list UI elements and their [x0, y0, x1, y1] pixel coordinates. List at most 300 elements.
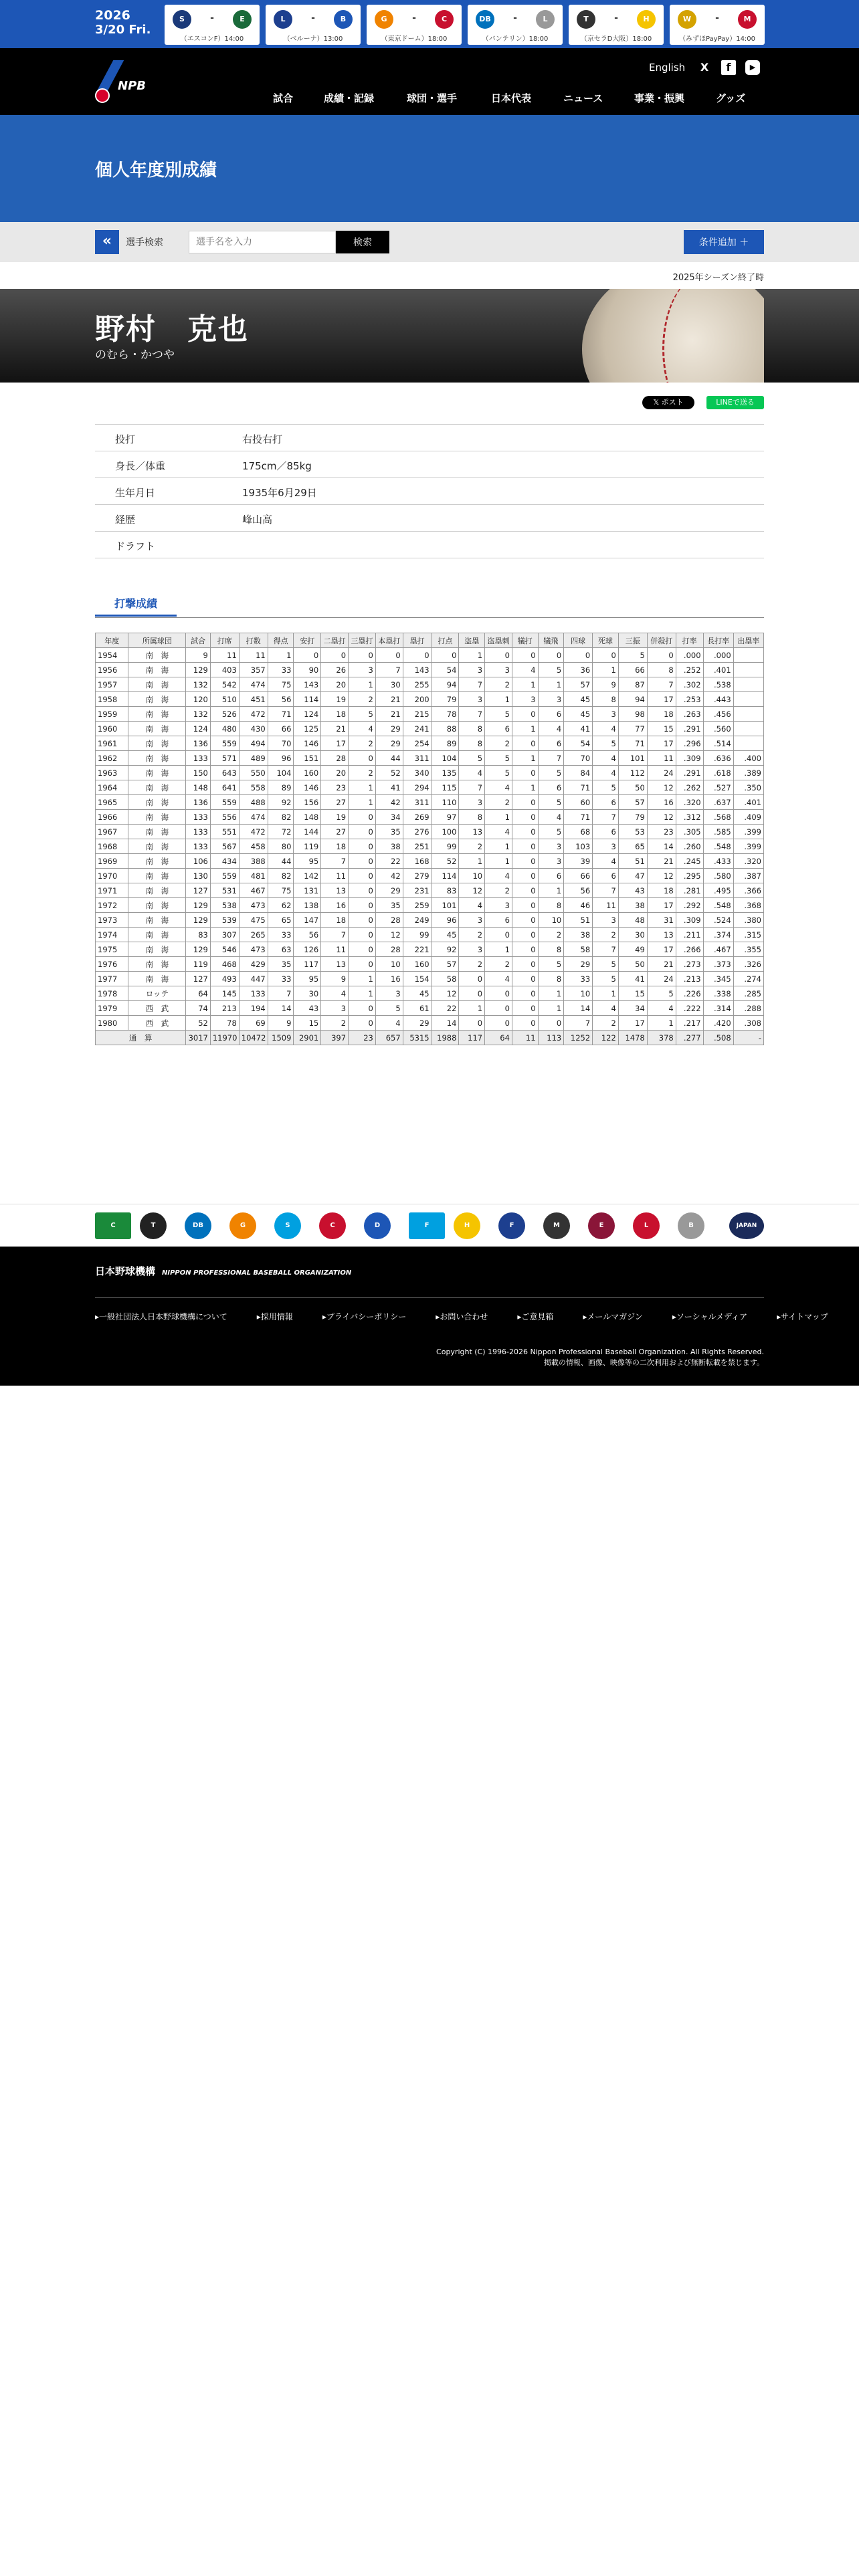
table-cell: 4 [485, 825, 512, 839]
table-cell: 7 [459, 780, 485, 795]
table-cell: 2 [485, 736, 512, 751]
table-cell: 0 [512, 869, 538, 883]
team-logo[interactable]: C [95, 1212, 131, 1239]
table-cell: 97 [432, 810, 459, 825]
table-cell: .309 [676, 913, 703, 928]
table-cell: 129 [186, 942, 211, 957]
profile-row [95, 478, 764, 505]
team-logo[interactable]: T [140, 1212, 167, 1239]
table-cell: 83 [186, 928, 211, 942]
table-cell: 2 [349, 692, 376, 707]
team-logo[interactable]: F [498, 1212, 525, 1239]
table-cell: 2 [349, 766, 376, 780]
column-header[interactable]: 併殺打 [647, 633, 676, 648]
table-cell: 542 [210, 677, 239, 692]
table-cell: 31 [647, 913, 676, 928]
table-cell: 1954 [96, 648, 128, 663]
table-cell: 0 [512, 766, 538, 780]
table-cell: 430 [239, 722, 268, 736]
table-cell: 0 [512, 707, 538, 722]
nav-item[interactable]: ニュース [563, 92, 603, 104]
table-cell: 6 [538, 869, 564, 883]
table-cell: 133 [186, 751, 211, 766]
table-cell: 34 [375, 810, 403, 825]
table-cell: 57 [432, 957, 459, 972]
table-cell [733, 648, 763, 663]
table-cell: .399 [733, 825, 763, 839]
table-cell: .314 [703, 1001, 733, 1016]
table-cell [733, 677, 763, 692]
table-cell: 通 算 [96, 1031, 186, 1045]
table-cell: 20 [321, 766, 349, 780]
profile-row [95, 425, 764, 451]
table-cell: 1971 [96, 883, 128, 898]
footer-link[interactable]: ▸ご意見箱 [517, 1312, 554, 1321]
tab-batting[interactable]: 打撃成績 [95, 594, 177, 617]
column-header[interactable]: 本塁打 [375, 633, 403, 648]
table-cell: 18 [321, 913, 349, 928]
table-cell: 0 [485, 648, 512, 663]
team-logo[interactable]: JAPAN [729, 1212, 764, 1239]
table-cell: 16 [647, 795, 676, 810]
table-cell: 17 [321, 736, 349, 751]
table-cell: .380 [733, 913, 763, 928]
table-cell: 8 [459, 722, 485, 736]
table-cell: 11 [647, 751, 676, 766]
footer-link[interactable]: ▸採用情報 [256, 1312, 293, 1321]
table-cell: 28 [321, 751, 349, 766]
table-cell: 39 [564, 854, 593, 869]
table-cell: 56 [564, 883, 593, 898]
game-card[interactable] [468, 5, 563, 45]
table-cell: 0 [349, 957, 376, 972]
table-cell: 79 [432, 692, 459, 707]
table-cell: .217 [676, 1016, 703, 1031]
nav-item[interactable]: グッズ [716, 92, 746, 104]
table-row [96, 648, 764, 663]
table-cell: 127 [186, 972, 211, 986]
table-cell: 2901 [294, 1031, 321, 1045]
column-header[interactable]: 二塁打 [321, 633, 349, 648]
table-cell: 58 [432, 972, 459, 986]
table-cell: 136 [186, 736, 211, 751]
table-cell: 6 [593, 825, 619, 839]
table-cell: 6 [538, 707, 564, 722]
footer-link[interactable]: ▸ソーシャルメディア [672, 1312, 748, 1321]
table-cell: 11970 [210, 1031, 239, 1045]
table-cell: 南 海 [128, 795, 186, 810]
table-cell: 南 海 [128, 913, 186, 928]
table-cell: 14 [432, 1016, 459, 1031]
table-cell: 551 [210, 825, 239, 839]
table-cell: 1978 [96, 986, 128, 1001]
table-cell: 259 [403, 898, 432, 913]
game-venue-time: （エスコンF）14:00 [180, 35, 244, 43]
table-cell: 7 [375, 663, 403, 677]
table-cell: 5 [538, 825, 564, 839]
table-cell: 7 [459, 707, 485, 722]
table-cell: 56 [294, 928, 321, 942]
nav-item[interactable]: 事業・振興 [634, 92, 685, 104]
table-cell: 7 [593, 810, 619, 825]
footer-link-label: 採用情報 [260, 1312, 293, 1321]
footer-link-label: 一般社団法人日本野球機構について [99, 1312, 227, 1321]
footer-link-label: メールマガジン [587, 1312, 643, 1321]
team-logo[interactable]: B [678, 1212, 704, 1239]
table-cell: 3 [459, 913, 485, 928]
table-cell: .585 [703, 825, 733, 839]
table-cell: 21 [647, 854, 676, 869]
table-cell: 17 [647, 692, 676, 707]
table-cell: 18 [321, 839, 349, 854]
team-logo[interactable]: L [633, 1212, 660, 1239]
footer-link[interactable]: ▸サイトマップ [777, 1312, 828, 1321]
table-cell: 4 [349, 722, 376, 736]
table-cell: 12 [647, 869, 676, 883]
table-cell: 30 [294, 986, 321, 1001]
table-cell: 28 [375, 913, 403, 928]
table-cell: 127 [186, 883, 211, 898]
team-logo[interactable]: G [229, 1212, 256, 1239]
column-header[interactable]: 安打 [294, 633, 321, 648]
footer-logo[interactable] [95, 1264, 351, 1278]
table-cell: 0 [349, 913, 376, 928]
table-cell: 571 [210, 751, 239, 766]
table-cell: 88 [432, 722, 459, 736]
table-cell: 567 [210, 839, 239, 854]
column-header[interactable]: 三塁打 [349, 633, 376, 648]
table-cell: 132 [186, 677, 211, 692]
table-cell: 30 [375, 677, 403, 692]
column-header[interactable]: 打率 [676, 633, 703, 648]
table-cell: 49 [618, 942, 647, 957]
team-logo[interactable]: H [454, 1212, 480, 1239]
column-header[interactable]: 長打率 [703, 633, 733, 648]
table-cell: 104 [432, 751, 459, 766]
table-cell: 5 [349, 707, 376, 722]
table-cell: 1 [349, 986, 376, 1001]
table-cell: 106 [186, 854, 211, 869]
today-date [95, 8, 151, 37]
nav-item[interactable]: 成績・記録 [324, 92, 375, 104]
table-cell: .373 [703, 957, 733, 972]
table-cell: 194 [239, 1001, 268, 1016]
table-cell: 71 [268, 707, 294, 722]
footer-link[interactable]: ▸メールマガジン [583, 1312, 643, 1321]
column-header[interactable]: 試合 [186, 633, 211, 648]
table-cell: 3 [321, 1001, 349, 1016]
english-link[interactable]: English [649, 62, 686, 74]
table-cell: 南 海 [128, 648, 186, 663]
table-cell: 21 [647, 957, 676, 972]
table-cell: 98 [618, 707, 647, 722]
table-cell: 57 [618, 795, 647, 810]
table-cell: .252 [676, 663, 703, 677]
table-cell: 15 [618, 986, 647, 1001]
table-cell: 143 [294, 677, 321, 692]
table-cell: 0 [512, 972, 538, 986]
table-cell: 0 [459, 1016, 485, 1031]
table-cell: 5 [647, 986, 676, 1001]
table-cell: .345 [703, 972, 733, 986]
table-cell: 129 [186, 913, 211, 928]
table-row [96, 839, 764, 854]
column-header[interactable]: 四球 [564, 633, 593, 648]
table-cell: .420 [703, 1016, 733, 1031]
table-cell: .274 [733, 972, 763, 986]
game-venue-time: （バンテリン）18:00 [482, 35, 549, 43]
column-header[interactable]: 盗塁刺 [485, 633, 512, 648]
table-cell: 5 [618, 648, 647, 663]
table-cell: 南 海 [128, 928, 186, 942]
table-cell: .273 [676, 957, 703, 972]
table-cell: 7 [593, 942, 619, 957]
team-logo[interactable]: DB [185, 1212, 211, 1239]
table-cell: 468 [210, 957, 239, 972]
table-cell: 0 [349, 854, 376, 869]
table-cell: .285 [733, 986, 763, 1001]
table-cell: 143 [403, 663, 432, 677]
table-cell: .548 [703, 898, 733, 913]
table-cell: 3 [512, 692, 538, 707]
table-cell: .309 [676, 751, 703, 766]
column-header[interactable]: 犠打 [512, 633, 538, 648]
game-card[interactable] [266, 5, 361, 45]
footer-link-label: サイトマップ [781, 1312, 828, 1321]
table-cell: 255 [403, 677, 432, 692]
table-cell: 434 [210, 854, 239, 869]
column-header[interactable]: 得点 [268, 633, 294, 648]
table-cell: 3 [459, 692, 485, 707]
player-name: 野村 克也 [95, 312, 249, 346]
table-cell: 1 [512, 751, 538, 766]
table-row [96, 825, 764, 839]
home-team-logo: S [173, 10, 191, 29]
table-cell: .400 [733, 751, 763, 766]
table-cell: 0 [321, 648, 349, 663]
table-cell: 45 [432, 928, 459, 942]
game-score: - [311, 13, 315, 23]
table-cell: 8 [647, 663, 676, 677]
table-cell: .508 [703, 1031, 733, 1045]
table-cell: 西 武 [128, 1016, 186, 1031]
column-header[interactable]: 塁打 [403, 633, 432, 648]
team-logo[interactable]: C [319, 1212, 346, 1239]
table-cell: 0 [485, 986, 512, 1001]
search-input[interactable] [189, 231, 336, 253]
table-cell: .636 [703, 751, 733, 766]
table-cell: 3 [459, 663, 485, 677]
team-logo[interactable]: M [543, 1212, 570, 1239]
table-cell: 33 [564, 972, 593, 986]
table-cell: 0 [485, 928, 512, 942]
table-cell: 南 海 [128, 707, 186, 722]
table-cell: 79 [618, 810, 647, 825]
table-cell: 0 [349, 942, 376, 957]
table-cell: .637 [703, 795, 733, 810]
team-logo[interactable]: S [274, 1212, 301, 1239]
table-cell: 7 [647, 677, 676, 692]
table-cell: 213 [210, 1001, 239, 1016]
table-cell: 0 [294, 648, 321, 663]
table-cell: 117 [294, 957, 321, 972]
table-cell: 92 [268, 795, 294, 810]
table-cell: 559 [210, 736, 239, 751]
profile-key: 経歴 [115, 514, 136, 526]
footer-link[interactable]: ▸一般社団法人日本野球機構について [95, 1312, 227, 1321]
table-cell [733, 692, 763, 707]
chevron-double-left-icon[interactable]: « [95, 230, 119, 254]
youtube-icon[interactable]: ▶ [745, 60, 760, 75]
table-cell: 429 [239, 957, 268, 972]
table-cell: 474 [239, 677, 268, 692]
game-venue-time: （みずほPayPay）14:00 [678, 35, 756, 43]
table-cell: 1980 [96, 1016, 128, 1031]
table-row [96, 913, 764, 928]
game-card[interactable] [165, 5, 260, 45]
table-cell: 12 [459, 883, 485, 898]
table-cell: 119 [294, 839, 321, 854]
table-cell: 56 [268, 692, 294, 707]
copyright-text: Copyright (C) 1996-2026 Nippon Professional Baseball Organization. All Rights Reserved. [436, 1348, 764, 1356]
table-cell: 0 [512, 810, 538, 825]
table-cell: .292 [676, 898, 703, 913]
table-cell: 42 [375, 795, 403, 810]
table-cell: 0 [459, 972, 485, 986]
table-cell: 82 [268, 810, 294, 825]
x-post-button[interactable]: 𝕏 ポスト [642, 396, 694, 409]
table-cell: 14 [564, 1001, 593, 1016]
table-cell: 24 [647, 972, 676, 986]
table-cell: 5 [538, 957, 564, 972]
table-cell: 473 [239, 898, 268, 913]
team-logo[interactable]: E [588, 1212, 615, 1239]
table-cell: 467 [239, 883, 268, 898]
table-cell: 南 海 [128, 942, 186, 957]
table-cell: 64 [485, 1031, 512, 1045]
table-cell: 473 [239, 942, 268, 957]
x-icon[interactable]: X [700, 61, 709, 74]
table-cell [733, 722, 763, 736]
table-cell: 0 [512, 928, 538, 942]
game-venue-time: （東京ドーム）18:00 [381, 35, 448, 43]
footer-link[interactable]: ▸お問い合わせ [436, 1312, 488, 1321]
table-cell: 447 [239, 972, 268, 986]
table-cell: 133 [239, 986, 268, 1001]
table-cell: 28 [375, 942, 403, 957]
table-cell: 279 [403, 869, 432, 883]
column-header[interactable]: 打席 [210, 633, 239, 648]
table-cell: 41 [375, 780, 403, 795]
column-header[interactable]: 出塁率 [733, 633, 763, 648]
table-row [96, 677, 764, 692]
column-header[interactable]: 犠飛 [538, 633, 564, 648]
nav-item[interactable]: 球団・選手 [407, 92, 458, 104]
table-cell: 0 [349, 898, 376, 913]
table-cell: 54 [432, 663, 459, 677]
table-cell: 50 [618, 780, 647, 795]
table-cell: 5 [538, 663, 564, 677]
table-cell: 9 [268, 1016, 294, 1031]
table-cell: .368 [733, 898, 763, 913]
table-cell: 160 [403, 957, 432, 972]
search-button[interactable]: 検索 [336, 231, 389, 253]
table-cell: 52 [375, 766, 403, 780]
table-cell: 2 [485, 795, 512, 810]
table-cell: 3 [593, 913, 619, 928]
table-cell: 38 [375, 839, 403, 854]
footer-link-label: ご意見箱 [521, 1312, 554, 1321]
profile-key: 生年月日 [115, 487, 156, 499]
home-team-logo: W [678, 10, 696, 29]
table-cell: 472 [239, 707, 268, 722]
table-cell: .000 [676, 648, 703, 663]
table-cell: 南 海 [128, 736, 186, 751]
table-cell: .568 [703, 810, 733, 825]
nav-item[interactable]: 試合 [273, 92, 294, 104]
table-cell: 269 [403, 810, 432, 825]
table-cell: 475 [239, 913, 268, 928]
table-cell: 1970 [96, 869, 128, 883]
table-cell: 1959 [96, 707, 128, 722]
game-card[interactable] [367, 5, 462, 45]
column-header[interactable]: 盗塁 [459, 633, 485, 648]
table-cell: 4 [593, 751, 619, 766]
table-cell: 4 [593, 854, 619, 869]
facebook-icon[interactable]: f [721, 60, 736, 75]
footer-links [95, 1311, 858, 1322]
line-share-button[interactable]: LINEで送る [706, 396, 764, 409]
table-cell: 45 [403, 986, 432, 1001]
footer-divider [95, 1297, 764, 1298]
table-cell: 265 [239, 928, 268, 942]
table-cell: 2 [459, 839, 485, 854]
table-cell: .281 [676, 883, 703, 898]
table-cell: 21 [375, 707, 403, 722]
table-cell: 南 海 [128, 722, 186, 736]
table-cell: 75 [268, 677, 294, 692]
table-cell: 92 [432, 942, 459, 957]
table-cell: .350 [733, 780, 763, 795]
add-condition-button[interactable]: 条件追加 ＋ [684, 230, 764, 254]
game-card[interactable] [569, 5, 664, 45]
column-header[interactable]: 打点 [432, 633, 459, 648]
table-cell: 6 [538, 736, 564, 751]
npb-logo[interactable] [95, 59, 155, 104]
column-header[interactable]: 打数 [239, 633, 268, 648]
team-logo[interactable]: F [409, 1212, 445, 1239]
game-card[interactable] [670, 5, 765, 45]
table-cell: 1958 [96, 692, 128, 707]
table-row [96, 751, 764, 766]
table-cell: 559 [210, 795, 239, 810]
table-cell: 0 [485, 1001, 512, 1016]
footer-link[interactable]: ▸プライバシーポリシー [322, 1312, 407, 1321]
table-cell: 78 [210, 1016, 239, 1031]
table-cell: 114 [294, 692, 321, 707]
table-cell: 1960 [96, 722, 128, 736]
column-header[interactable]: 三振 [618, 633, 647, 648]
column-header[interactable]: 所属球団 [128, 633, 186, 648]
column-header[interactable]: 死球 [593, 633, 619, 648]
nav-item[interactable]: 日本代表 [491, 92, 532, 104]
team-logo[interactable]: D [364, 1212, 391, 1239]
column-header[interactable]: 年度 [96, 633, 128, 648]
table-cell: 0 [538, 648, 564, 663]
table-row [96, 972, 764, 986]
table-cell: 0 [349, 825, 376, 839]
table-cell: 66 [268, 722, 294, 736]
